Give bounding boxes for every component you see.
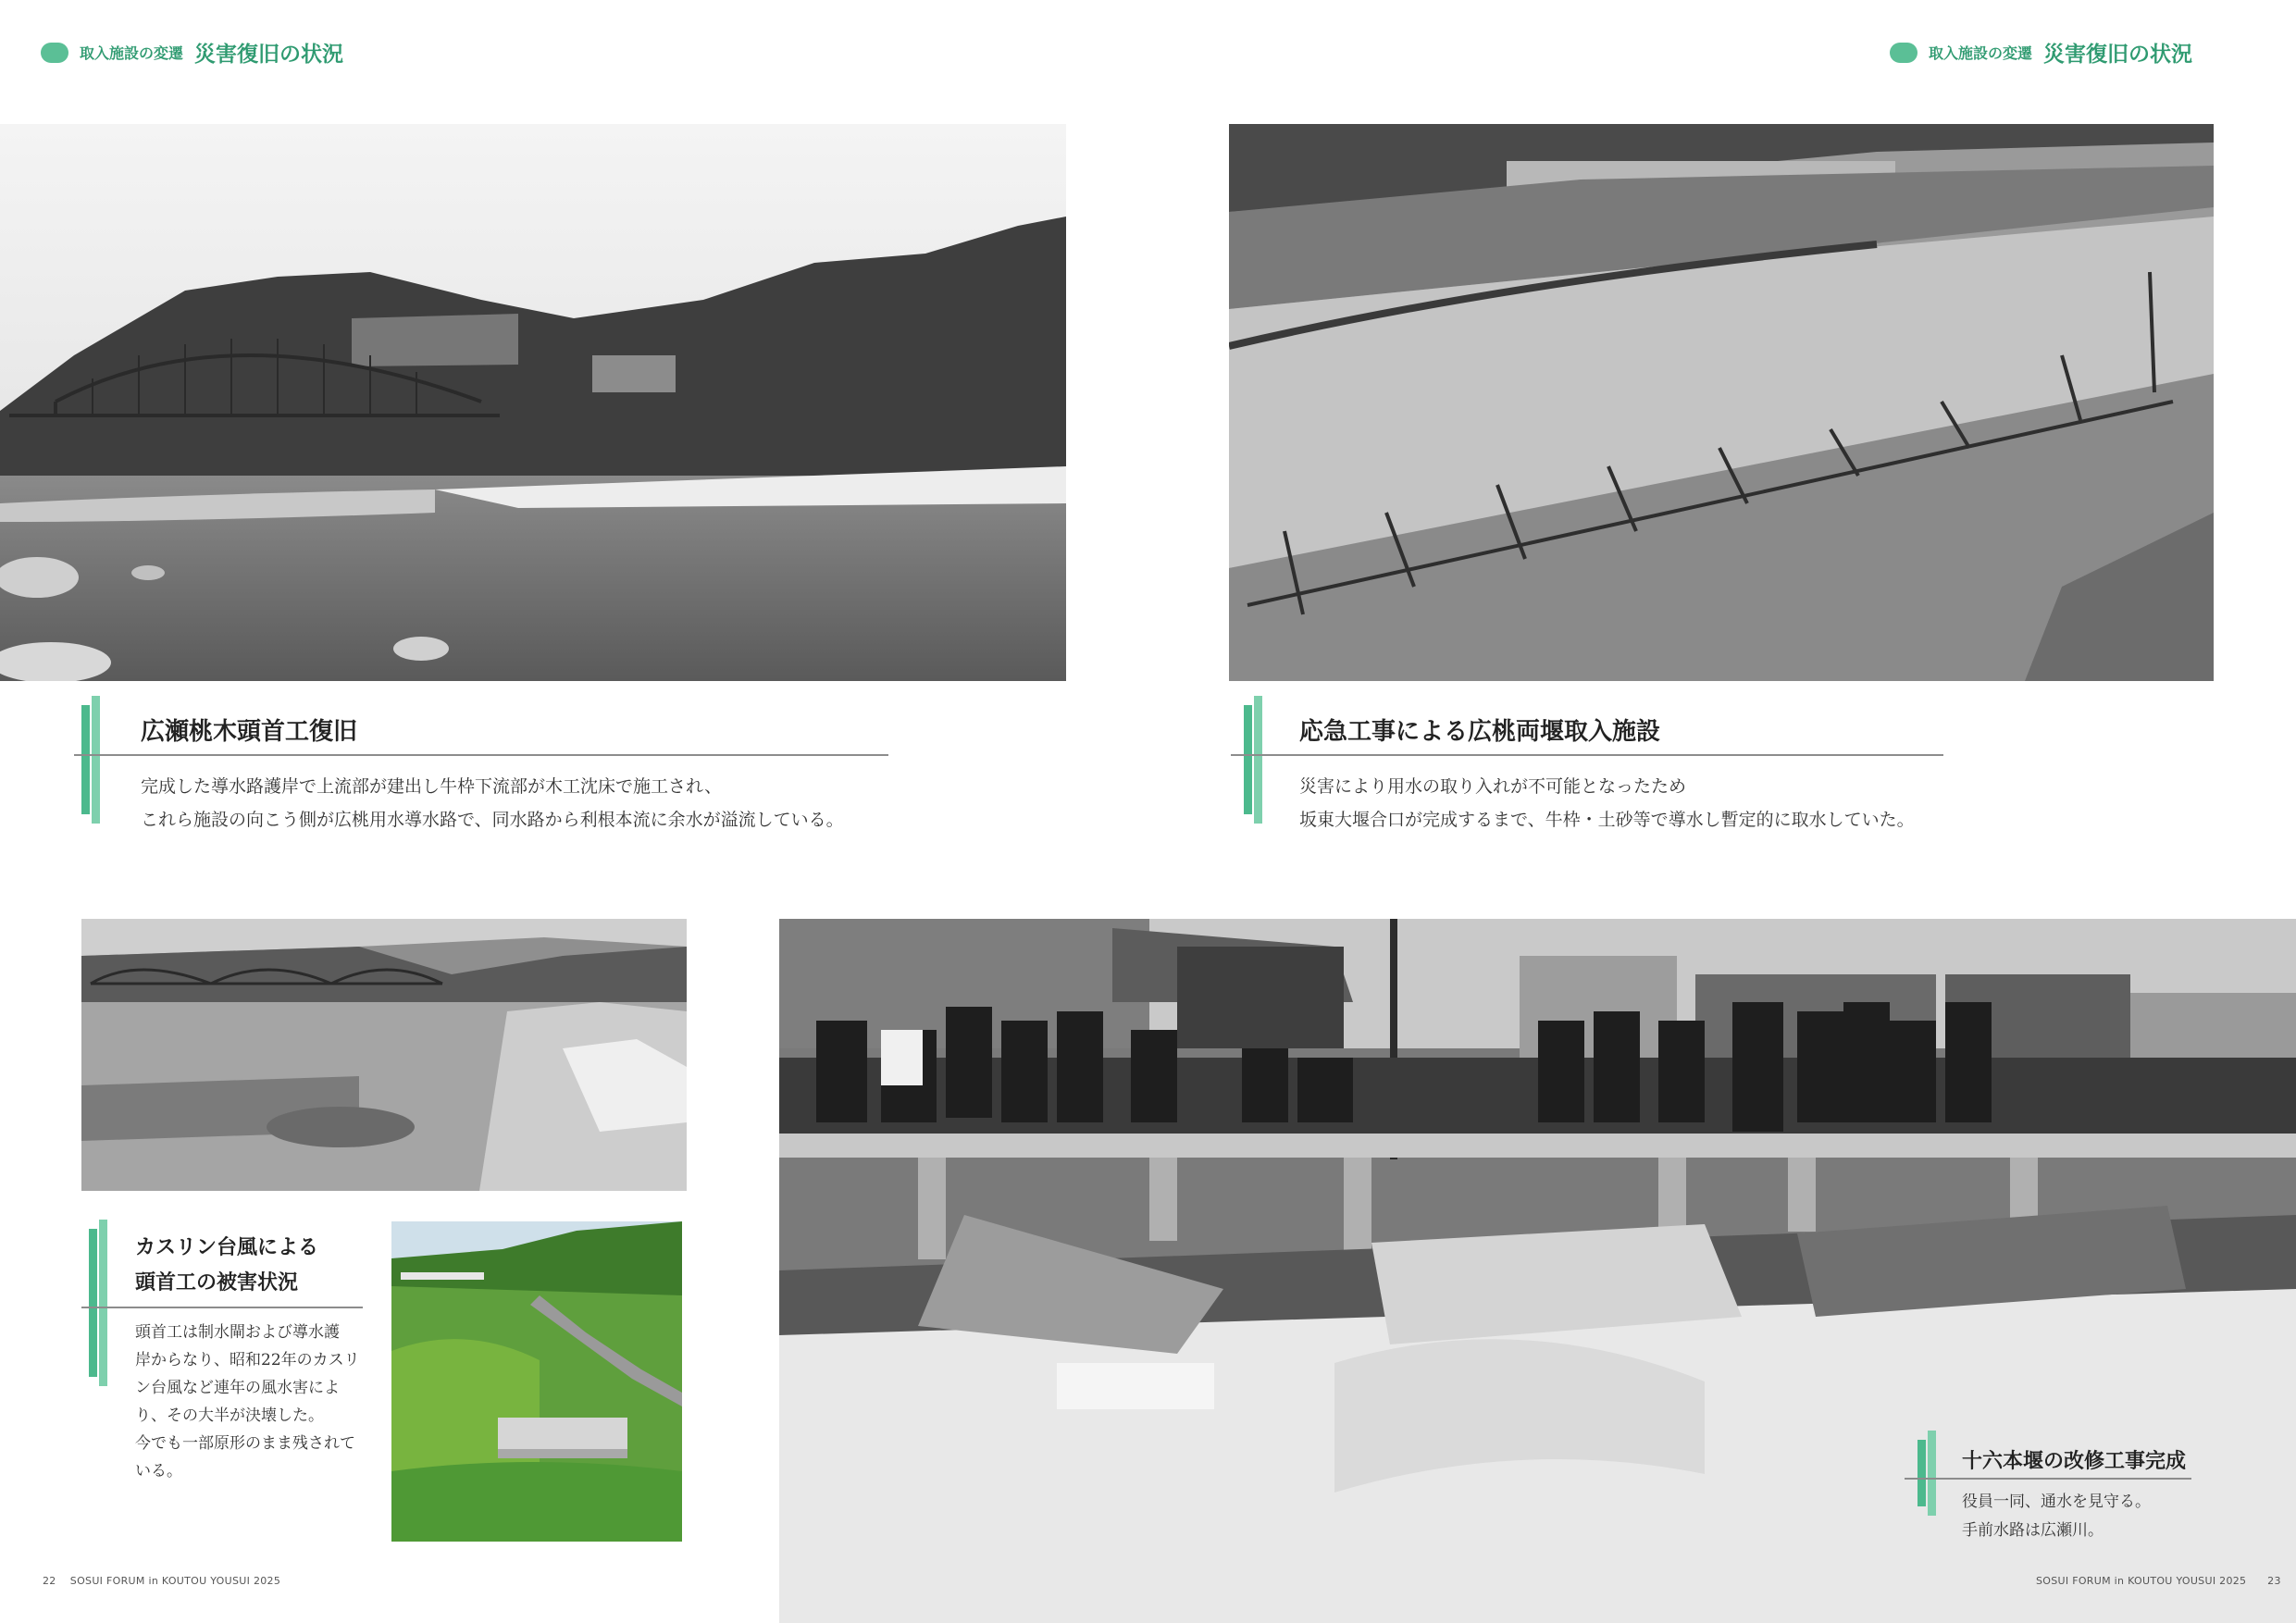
footer-right	[2036, 1575, 2281, 1587]
header-left	[41, 37, 343, 68]
section-title: 災害復旧の状況	[194, 43, 344, 67]
footer-left	[43, 1575, 280, 1587]
caption-body: 頭首工は制水閘および導水護 岸からなり、昭和22年のカスリ ン台風など連年の風水害によ り、その大半が決壊した。 今でも一部原形のまま残されて いる。	[135, 1323, 360, 1481]
footer-text: SOSUI FORUM in KOUTOU YOUSUI 2025	[2036, 1575, 2247, 1587]
photo-bridge-weir	[0, 124, 1066, 681]
section-subtitle: 取入施設の変遷	[80, 44, 184, 62]
photo-typhoon-damage	[81, 919, 687, 1191]
header-marker-icon	[1890, 43, 1917, 63]
caption-title: 応急工事による広桃両堰取入施設	[1299, 718, 1661, 746]
caption-accent-bars	[1917, 1431, 1947, 1516]
header-right	[1890, 37, 2192, 68]
photo-emergency-works	[1229, 124, 2214, 681]
section-subtitle: 取入施設の変遷	[1929, 44, 2033, 62]
section-title: 災害復旧の状況	[2043, 43, 2193, 67]
photo-current-site	[391, 1221, 682, 1542]
header-marker-icon	[41, 43, 68, 63]
caption-rule	[1905, 1478, 2191, 1480]
footer-text: SOSUI FORUM in KOUTOU YOUSUI 2025	[69, 1575, 281, 1587]
caption-title: 広瀬桃木頭首工復旧	[141, 718, 358, 746]
caption-title: カスリン台風による 頭首工の被害状況	[135, 1236, 319, 1295]
page-number: 23	[2267, 1575, 2281, 1587]
caption-body: 災害により用水の取り入れが不可能となったため 坂東大堰合口が完成するまで、牛枠・土砂等で導水し暫定的に取水していた。	[1299, 776, 1915, 830]
caption-body: 完成した導水路護岸で上流部が建出し牛枠下流部が木工沈床で施工され、 これら施設の向こう側が広桃用水導水路で、同水路から利根本流に余水が溢流している。	[141, 776, 844, 830]
caption-body: 役員一同、通水を見守る。 手前水路は広瀬川。	[1962, 1493, 2151, 1540]
caption-rule	[1231, 754, 1943, 756]
caption-accent-bars	[81, 696, 113, 824]
caption-title: 十六本堰の改修工事完成	[1962, 1450, 2187, 1473]
caption-rule	[81, 1307, 363, 1308]
caption-accent-bars	[89, 1220, 117, 1386]
caption-accent-bars	[1244, 696, 1275, 824]
page-number: 22	[43, 1575, 56, 1587]
caption-rule	[74, 754, 888, 756]
